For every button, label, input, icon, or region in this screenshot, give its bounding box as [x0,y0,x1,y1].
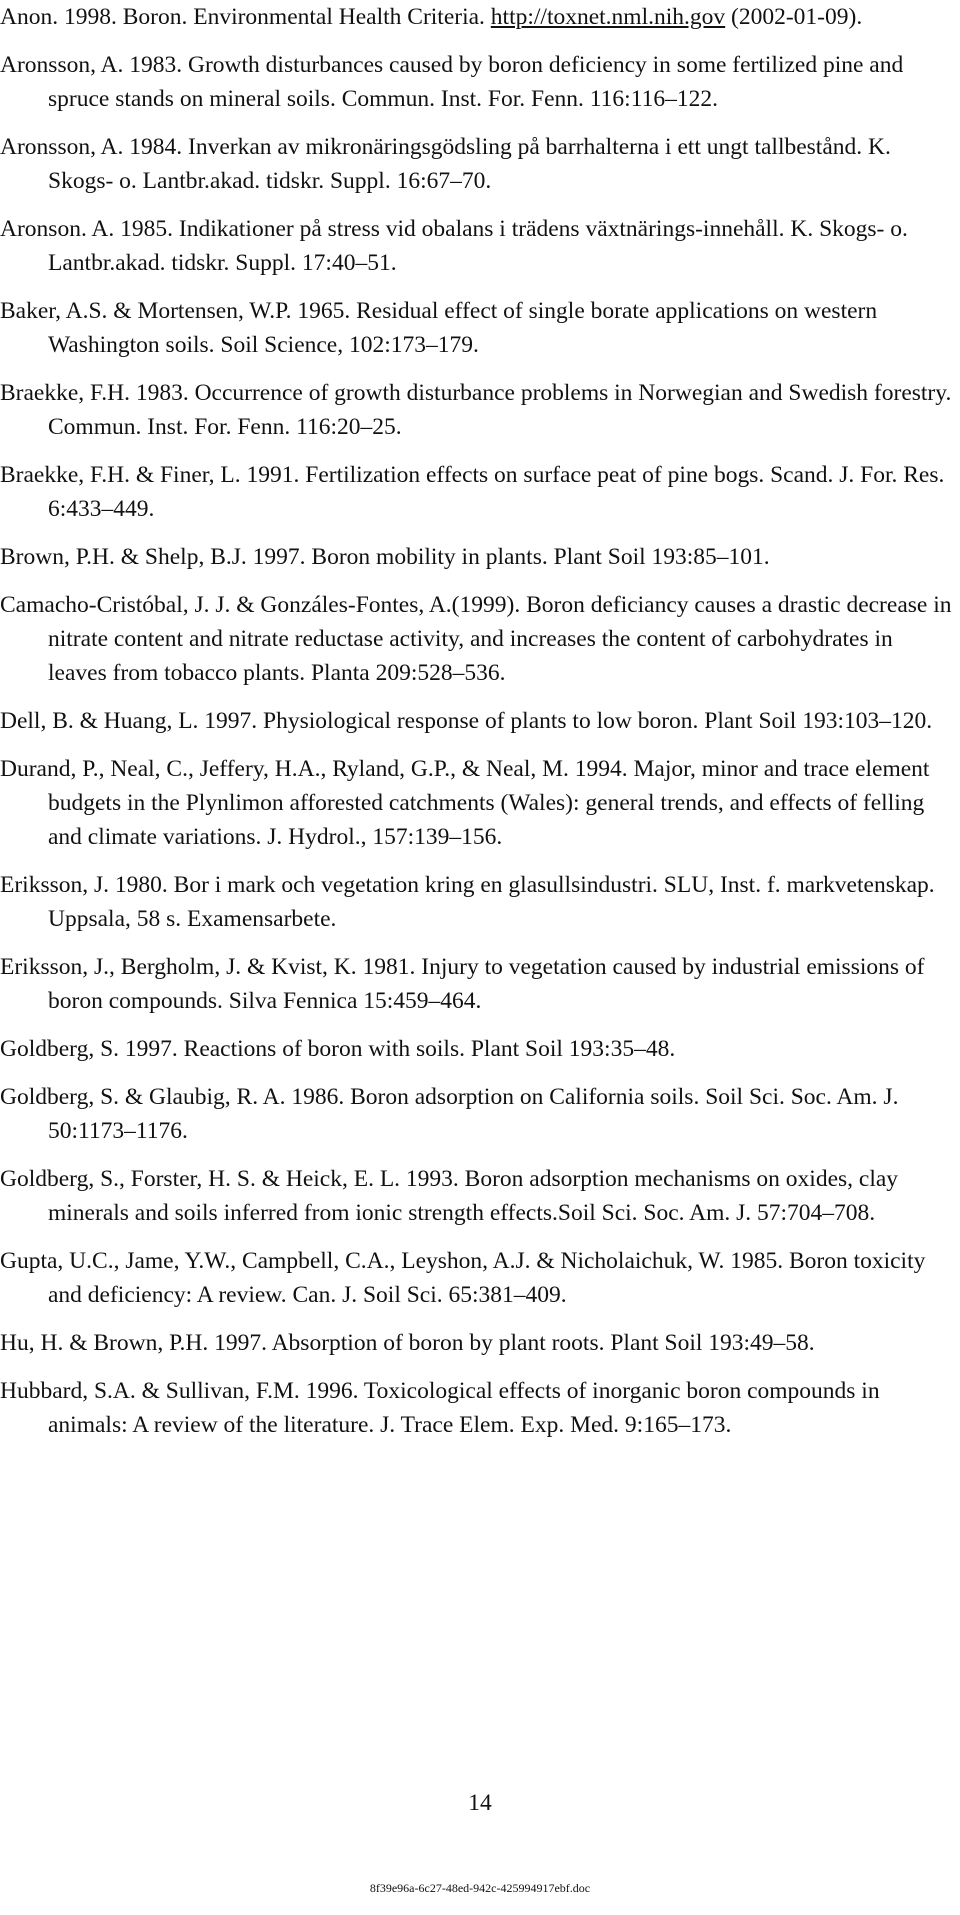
reference-item: Brown, P.H. & Shelp, B.J. 1997. Boron mobility in plants. Plant Soil 193:85–101. [0,544,770,570]
reference-item: Durand, P., Neal, C., Jeffery, H.A., Ryland, G.P., & Neal, M. 1994. Major, minor and trace element budgets in the Plynlimon afforested catchments (Wales): general trends, and effects of felling and climate variations. J. Hydrol., 157:139–156. [0,756,930,850]
reference-item: Goldberg, S. 1997. Reactions of boron with soils. Plant Soil 193:35–48. [0,1036,676,1062]
reference-item: Dell, B. & Huang, L. 1997. Physiological response of plants to low boron. Plant Soil 193:103–120. [0,708,933,734]
reference-item: Eriksson, J., Bergholm, J. & Kvist, K. 1981. Injury to vegetation caused by industrial emissions of boron compounds. Silva Fennica 15:459–464. [0,954,925,1014]
reference-item: Braekke, F.H. & Finer, L. 1991. Fertilization effects on surface peat of pine bogs. Scand. J. For. Res. 6:433–449. [0,462,945,522]
reference-item: Hu, H. & Brown, P.H. 1997. Absorption of boron by plant roots. Plant Soil 193:49–58. [0,1330,815,1356]
reference-item [0,0,955,34]
reference-item: Goldberg, S. & Glaubig, R. A. 1986. Boron adsorption on California soils. Soil Sci. Soc. Am. J. 50:1173–1176. [0,1084,899,1144]
reference-item: Gupta, U.C., Jame, Y.W., Campbell, C.A., Leyshon, A.J. & Nicholaichuk, W. 1985. Boron toxicity and deficiency: A review. Can. J. Soil Sci. 65:381–409. [0,1248,926,1308]
reference-link[interactable]: http://toxnet.nml.nih.gov [490,4,726,30]
reference-text: (2002-01-09). [725,4,863,30]
reference-item: Baker, A.S. & Mortensen, W.P. 1965. Residual effect of single borate applications on western Washington soils. Soil Science, 102:173–179. [0,298,878,358]
reference-item: Braekke, F.H. 1983. Occurrence of growth disturbance problems in Norwegian and Swedish forestry. Commun. Inst. For. Fenn. 116:20–25. [0,380,952,440]
page-number: 14 [468,1790,492,1816]
reference-item: Camacho-Cristóbal, J. J. & Gonzáles-Fontes, A.(1999). Boron deficiancy causes a drastic decrease in nitrate content and nitrate reductase activity, and increases the content of carbohydrates in leaves from tobacco plants. Planta 209:528–536. [0,592,952,686]
reference-text: Anon. 1998. Boron. Environmental Health Criteria. [0,4,491,30]
reference-item: Hubbard, S.A. & Sullivan, F.M. 1996. Toxicological effects of inorganic boron compounds in animals: A review of the literature. J. Trace Elem. Exp. Med. 9:165–173. [0,1378,880,1438]
reference-item: Aronsson, A. 1983. Growth disturbances caused by boron deficiency in some fertilized pine and spruce stands on mineral soils. Commun. Inst. For. Fenn. 116:116–122. [0,52,904,112]
reference-item: Aronson. A. 1985. Indikationer på stress vid obalans i trädens växtnärings-innehåll. K. Skogs- o. Lantbr.akad. tidskr. Suppl. 17:40–51. [0,216,908,276]
reference-item: Goldberg, S., Forster, H. S. & Heick, E. L. 1993. Boron adsorption mechanisms on oxides, clay minerals and soils inferred from ionic strength effects.Soil Sci. Soc. Am. J. 57:704–708. [0,1166,899,1226]
reference-item: Aronsson, A. 1984. Inverkan av mikronäringsgödsling på barrhalterna i ett ungt tallbestånd. K. Skogs- o. Lantbr.akad. tidskr. Suppl. 16:67–70. [0,134,891,194]
reference-item: Eriksson, J. 1980. Bor i mark och vegetation kring en glasullsindustri. SLU, Inst. f. markvetenskap. Uppsala, 58 s. Examensarbete. [0,872,935,932]
document-filename: 8f39e96a-6c27-48ed-942c-425994917ebf.doc [369,1881,591,1895]
